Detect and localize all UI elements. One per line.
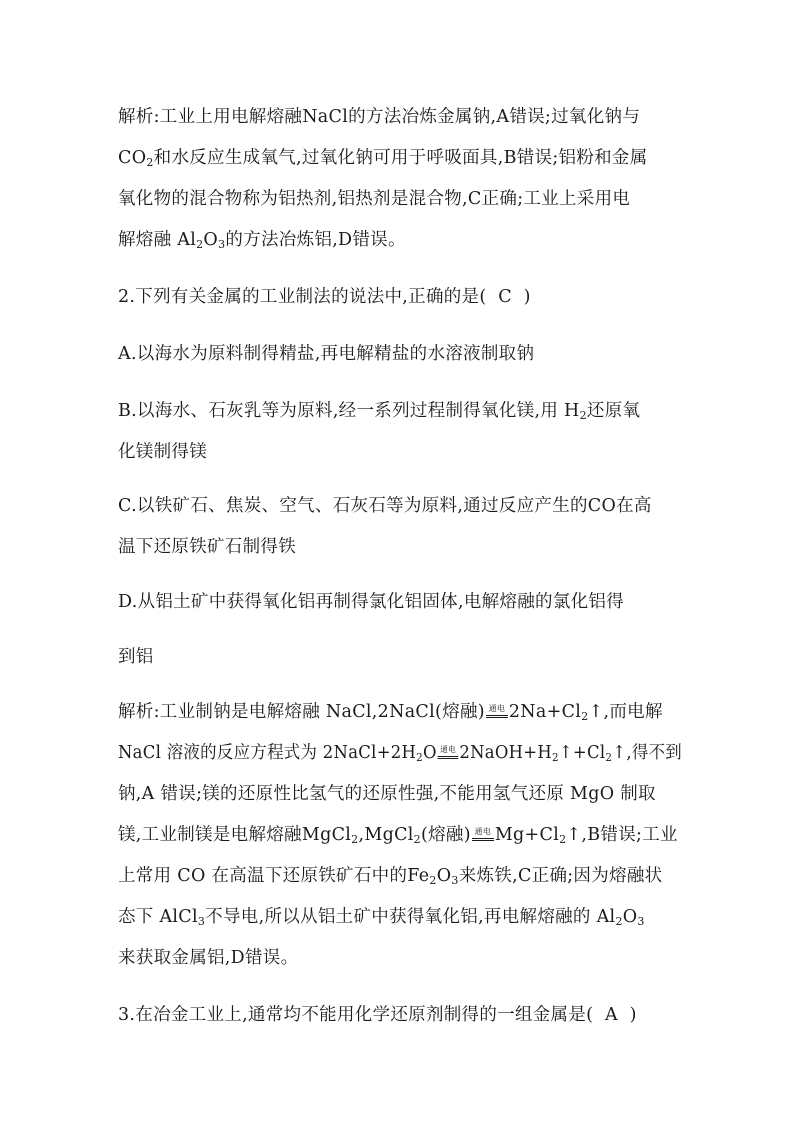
condition-label: 通电 <box>440 745 456 754</box>
analysis1-line2 <box>118 146 648 170</box>
question2-stem-text: 2.下列有关金属的工业制法的说法中,正确的是( C ) <box>118 287 531 307</box>
subscript: 3 <box>218 238 226 251</box>
subscript: 2 <box>605 751 613 764</box>
formula-part: (熔融) <box>420 825 471 845</box>
option-b-text-cont: 化镁制得镁 <box>118 442 207 462</box>
option-d-line1 <box>118 590 624 614</box>
subscript: 2 <box>196 238 204 251</box>
analysis2-line2-end: ↑,得不到 <box>612 743 683 763</box>
reaction-condition <box>438 745 459 760</box>
formula-part: O <box>203 230 219 250</box>
condition-label: 通电 <box>488 704 506 713</box>
reaction-condition <box>486 704 508 719</box>
analysis1-line1-text: 解析:工业上用电解熔融NaCl的方法冶炼金属钠,A错误;过氧化钠与 <box>118 107 641 127</box>
question2-stem <box>118 285 531 309</box>
option-a <box>118 342 534 366</box>
analysis1-line3 <box>118 187 630 211</box>
al2o3-formula: 解熔融 Al <box>118 230 197 250</box>
formula-part: O <box>622 907 638 927</box>
option-b-text-end: 还原氧 <box>586 401 641 421</box>
analysis1-line4 <box>118 228 406 252</box>
subscript: 2 <box>551 751 559 764</box>
analysis2-line4-end: ↑,B错误;工业 <box>566 825 678 845</box>
formula-part: 2NaOH+H <box>459 743 552 763</box>
subscript: 2 <box>579 409 587 422</box>
analysis2-line3-text: 钠,A 错误;镁的还原性比氢气的还原性强,不能用氢气还原 MgO 制取 <box>118 784 656 804</box>
subscript: 2 <box>416 751 424 764</box>
formula-part: ↑+Cl <box>558 743 606 763</box>
subscript: 2 <box>146 156 154 169</box>
analysis2-line4 <box>118 823 678 847</box>
subscript: 3 <box>637 915 645 928</box>
analysis1-line2-text: 和水反应生成氧气,过氧化钠可用于呼吸面具,B错误;铝粉和金属 <box>153 148 648 168</box>
formula-part: 2Na+Cl <box>508 702 582 722</box>
formula-part: Mg+Cl <box>494 825 560 845</box>
analysis2-line3 <box>118 782 656 806</box>
co2-formula: CO <box>118 148 147 168</box>
formula-part: O <box>436 866 452 886</box>
analysis2-line1 <box>118 700 663 724</box>
reaction-condition <box>472 827 494 842</box>
analysis1-line4-text: 的方法冶炼铝,D错误。 <box>225 230 406 250</box>
subscript: 3 <box>451 874 459 887</box>
question3-stem-text: 3.在冶金工业上,通常均不能用化学还原剂制得的一组金属是( A ) <box>118 1005 637 1025</box>
analysis2-line7 <box>118 946 298 970</box>
option-c-text-cont: 温下还原铁矿石制得铁 <box>118 537 296 557</box>
analysis2-line5-end: 来炼铁,C正确;因为熔融状 <box>458 866 663 886</box>
option-a-text: A.以海水为原料制得精盐,再电解精盐的水溶液制取钠 <box>118 344 535 364</box>
analysis2-line2-text: NaCl 溶液的反应方程式为 2NaCl+2H <box>118 743 417 763</box>
equals-bar <box>472 838 494 841</box>
equals-bar <box>438 756 459 759</box>
option-b-line2 <box>118 440 207 464</box>
analysis2-line6-text: 态下 AlCl <box>118 907 198 927</box>
subscript: 2 <box>351 833 359 846</box>
subscript: 2 <box>559 833 567 846</box>
analysis1-line3-text: 氧化物的混合物称为铝热剂,铝热剂是混合物,C正确;工业上采用电 <box>118 189 631 209</box>
option-d-line2 <box>118 645 154 669</box>
analysis2-line5-text: 上常用 CO 在高温下还原铁矿石中的Fe <box>118 866 430 886</box>
formula-part: O <box>423 743 437 763</box>
condition-label: 通电 <box>474 827 492 836</box>
subscript: 2 <box>429 874 437 887</box>
analysis2-line2 <box>118 741 682 765</box>
analysis2-line5 <box>118 864 662 888</box>
option-c-text: C.以铁矿石、焦炭、空气、石灰石等为原料,通过反应产生的CO在高 <box>118 496 652 516</box>
subscript: 2 <box>413 833 421 846</box>
option-c-line2 <box>118 535 296 559</box>
analysis1-line1 <box>118 105 640 129</box>
analysis2-line6 <box>118 905 645 929</box>
analysis2-line1-text: 解析:工业制钠是电解熔融 NaCl,2NaCl(熔融) <box>118 702 485 722</box>
subscript: 2 <box>615 915 623 928</box>
option-d-text: D.从铝土矿中获得氧化铝再制得氯化铝固体,电解熔融的氯化铝得 <box>118 592 625 612</box>
analysis2-line1-end: ↑,而电解 <box>588 702 663 722</box>
analysis2-line7-text: 来获取金属铝,D错误。 <box>118 948 299 968</box>
option-b-line1 <box>118 399 640 423</box>
option-b-text: B.以海水、石灰乳等为原料,经一系列过程制得氧化镁,用 H <box>118 401 580 421</box>
option-c-line1 <box>118 494 652 518</box>
question3-stem <box>118 1003 637 1027</box>
formula-part: 不导电,所以从铝土矿中获得氧化铝,再电解熔融的 Al <box>205 907 616 927</box>
subscript: 3 <box>197 915 206 928</box>
formula-part: ,MgCl <box>358 825 414 845</box>
subscript: 2 <box>581 710 589 723</box>
analysis2-line4-text: 镁,工业制镁是电解熔融MgCl <box>118 825 352 845</box>
option-d-text-cont: 到铝 <box>118 647 154 667</box>
equals-bar <box>486 715 508 718</box>
